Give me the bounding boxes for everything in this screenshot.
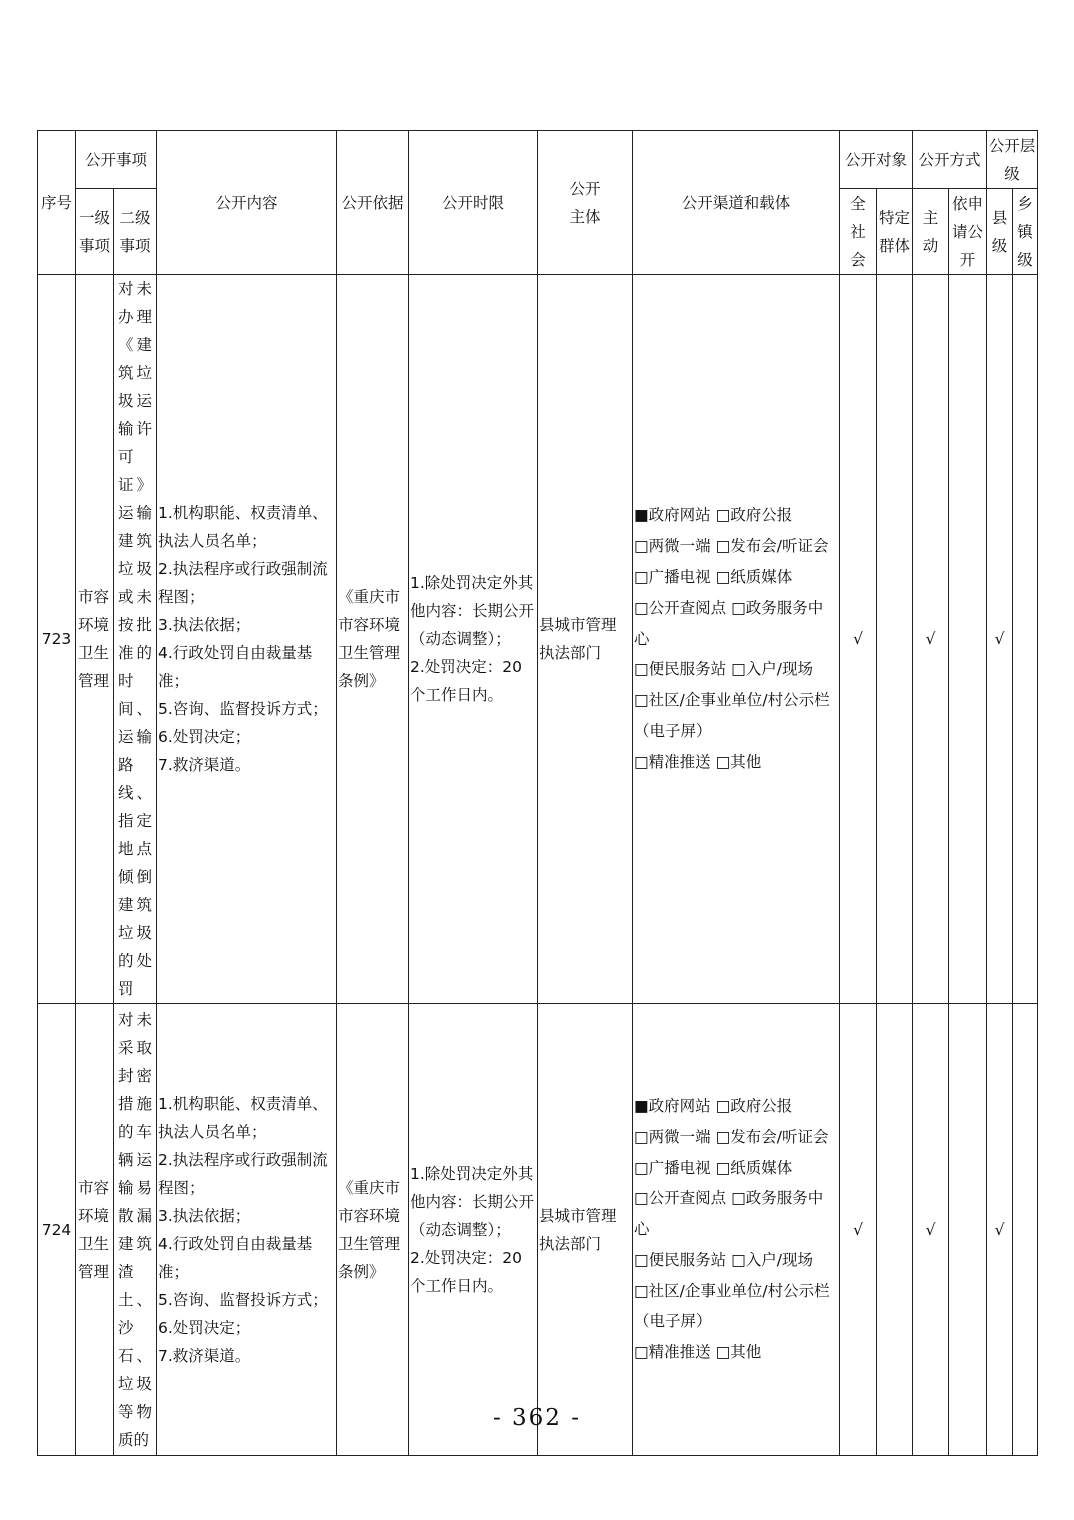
page-number: - 362 - [492,1405,582,1431]
row-basis: 《重庆市市容环境卫生管理条例》 [337,275,409,1004]
channel-line: □两微一端 □发布会/听证会 [634,537,829,556]
row-all-society-check: √ [840,275,877,1004]
row-county-check: √ [987,275,1013,1004]
channel-line: ■政府网站 □政府公报 [634,506,793,525]
content-line: 1.机构职能、权责清单、执法人员名单； [158,1094,328,1141]
channel-line: □精准推送 □其他 [634,752,762,771]
channel-line: □便民服务站 □入户/现场 [634,1250,813,1269]
row-active-check: √ [913,275,949,1004]
row-seq: 724 [38,1004,76,1456]
channel-line: □公开查阅点 □政务服务中心 [634,1189,824,1239]
row-level1: 市容环境卫生管理 [76,275,114,1004]
row-specific-group-check [877,275,913,1004]
row-level2: 对未采取封密措施的车辆运输易散漏建筑渣土、沙石、垃圾等物质的 [114,1004,157,1456]
row-content [157,1004,337,1456]
row-specific-group-check [877,1004,913,1456]
header-seq: 序号 [38,131,76,275]
header-town: 乡镇级 [1013,189,1038,275]
row-town-check [1013,1004,1038,1456]
row-on-request-check [949,1004,987,1456]
channel-line: □便民服务站 □入户/现场 [634,660,813,679]
content-line: 2.执法程序或行政强制流程图； [158,1150,328,1197]
header-channels: 公开渠道和载体 [633,131,840,275]
row-content [157,275,337,1004]
content-line: 1.机构职能、权责清单、执法人员名单； [158,504,328,550]
channel-line: □广播电视 □纸质媒体 [634,568,793,586]
row-county-check: √ [987,1004,1013,1456]
time-limit-line: 1.除处罚决定外其他内容：长期公开（动态调整）； [410,574,535,648]
channel-line: □社区/企事业单位/村公示栏（电子屏） [634,1281,830,1331]
row-channels [633,275,840,1004]
row-all-society-check: √ [840,1004,877,1456]
content-line: 7.救济渠道。 [158,1346,251,1365]
row-basis: 《重庆市市容环境卫生管理条例》 [337,1004,409,1456]
channel-line: ■政府网站 □政府公报 [634,1096,793,1115]
time-limit-line: 2.处罚决定：20个工作日内。 [410,658,523,704]
content-line: 6.处罚决定； [158,728,251,746]
time-limit-line: 1.除处罚决定外其他内容：长期公开（动态调整）； [410,1164,535,1239]
content-line: 3.执法依据； [158,1206,251,1225]
header-basis: 公开依据 [337,131,409,275]
header-content: 公开内容 [157,131,337,275]
header-time-limit: 公开时限 [409,131,538,275]
header-specific-group: 特定群体 [877,189,913,275]
time-limit-line: 2.处罚决定：20个工作日内。 [410,1248,523,1295]
row-level2: 对未办理《建筑垃圾运输许可证》运输建筑垃圾或未按批准的时间、运输路线、指定地点倾倒建筑垃圾的处罚 [114,275,157,1004]
content-line: 4.行政处罚自由裁量基准； [158,644,313,690]
header-county: 县级 [987,189,1013,275]
header-subject: 公开主体 [538,131,633,275]
header-scope: 公开层级 [987,131,1038,189]
channel-line: □两微一端 □发布会/听证会 [634,1127,829,1146]
header-level2: 二级事项 [114,189,157,275]
content-line: 7.救济渠道。 [158,756,251,774]
row-town-check [1013,275,1038,1004]
content-line: 6.处罚决定； [158,1318,251,1337]
table-row [38,275,1038,1004]
channel-line: □社区/企事业单位/村公示栏（电子屏） [634,691,830,740]
row-time-limit [409,275,538,1004]
row-channels [633,1004,840,1456]
channel-line: □广播电视 □纸质媒体 [634,1158,793,1177]
header-matters: 公开事项 [76,131,157,189]
row-seq: 723 [38,275,76,1004]
row-on-request-check [949,275,987,1004]
row-time-limit [409,1004,538,1456]
header-row-1 [38,131,1038,189]
row-subject: 县城市管理执法部门 [538,275,633,1004]
row-subject: 县城市管理执法部门 [538,1004,633,1456]
header-on-request: 依申请公开 [949,189,987,275]
channel-line: □公开查阅点 □政务服务中心 [634,598,824,648]
disclosure-table [37,130,1038,1456]
content-line: 4.行政处罚自由裁量基准； [158,1234,313,1281]
channel-line: □精准推送 □其他 [634,1343,762,1362]
row-active-check: √ [913,1004,949,1456]
content-line: 5.咨询、监督投诉方式； [158,700,328,718]
header-target: 公开对象 [840,131,913,189]
header-all-society: 全社会 [840,189,877,275]
content-line: 3.执法依据； [158,616,251,634]
content-line: 2.执法程序或行政强制流程图； [158,560,328,606]
content-line: 5.咨询、监督投诉方式； [158,1290,328,1309]
table-row [38,1004,1038,1456]
header-level1: 一级事项 [76,189,114,275]
row-level1: 市容环境卫生管理 [76,1004,114,1456]
header-method: 公开方式 [913,131,987,189]
header-active: 主动 [913,189,949,275]
